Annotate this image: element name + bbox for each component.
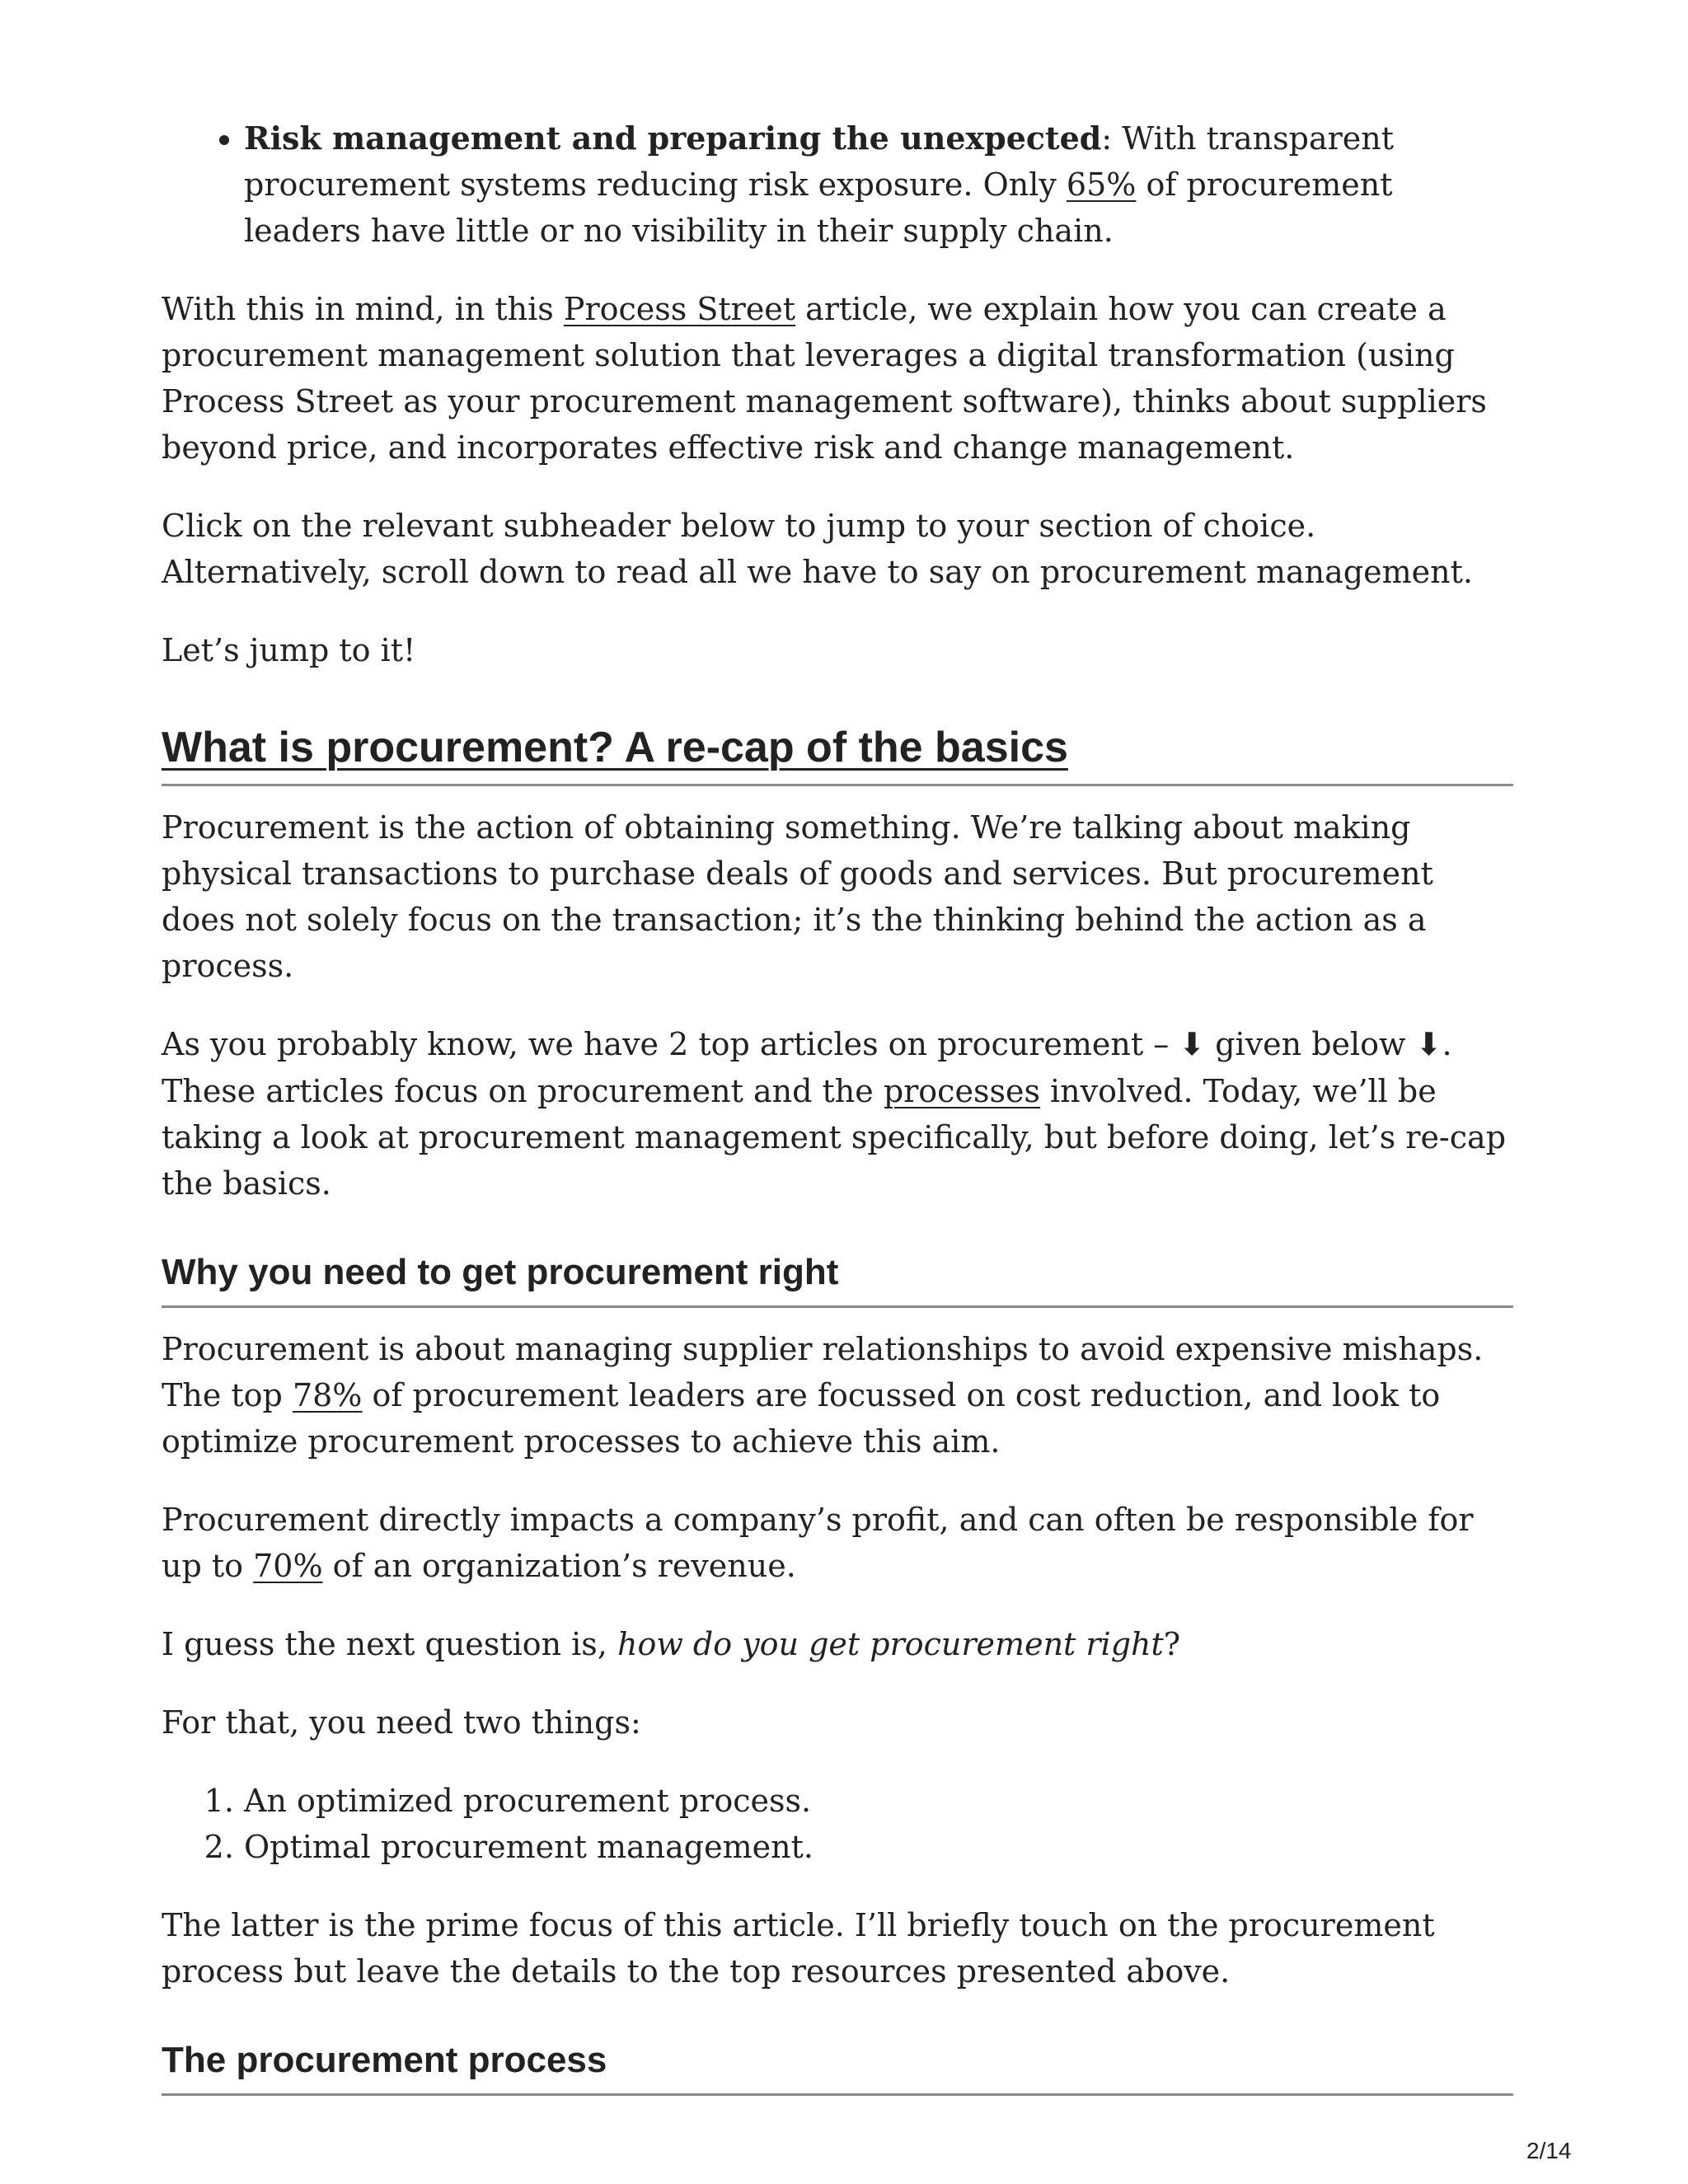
stat-link-65[interactable]: 65% [1066,166,1137,203]
list-item: 2. Optimal procurement management. [244,1824,1513,1870]
bullet-text: of procurement leaders have little or no visibility in their supply chain. [244,166,1393,249]
paragraph: The latter is the prime focus of this article. I’ll briefly touch on the procurement process but leave the details to the top resources presented above. [162,1907,1435,1990]
bullet-bold-lead: Risk management and preparing the unexpected [244,120,1102,157]
process-street-link[interactable]: Process Street [563,291,796,327]
paragraph: For that, you need two things: [162,1704,641,1741]
heading-why-get-procurement-right: Why you need to get procurement right [162,1249,1513,1308]
processes-link[interactable]: processes [883,1073,1040,1109]
heading-what-is-procurement-link[interactable]: What is procurement? A re-cap of the basics [162,724,1068,771]
list-item [244,115,1513,254]
paragraph: As you probably know, we have 2 top articles on procurement – ⬇ given below ⬇. These articles focus on procurement and the processes involved. Today, we’ll be taking a look at procurement management specifically, but before doing, let’s re-cap the basics. [162,1026,1507,1202]
down-arrow-icon: ⬇ [1415,1028,1442,1062]
intro-paragraph: With this in mind, in this Process Street article, we explain how you can create a procurement management solution that leverages a digital transformation (using Process Street as your procurement management software), thinks about suppliers beyond price, and incorporates effective risk and change management. [162,291,1487,466]
paragraph: Procurement directly impacts a company’s profit, and can often be responsible for up to 70% of an organization’s revenue. [162,1502,1474,1584]
numbered-list [162,1778,1513,1870]
emphasis-question: how do you get procurement right [617,1626,1164,1662]
jump-paragraph: Let’s jump to it! [162,632,416,668]
stat-link-78[interactable]: 78% [292,1377,363,1413]
heading-what-is-procurement [162,721,1513,786]
page-number: 2/14 [1526,2138,1572,2163]
bullet-text: : With transparent procurement systems reducing risk exposure. Only [244,120,1395,203]
paragraph: Procurement is about managing supplier relationships to avoid expensive mishaps. The top 78% of procurement leaders are focussed on cost reduction, and look to optimize procurement processes to achieve this aim. [162,1331,1484,1460]
paragraph: I guess the next question is, how do you get procurement right? [162,1626,1181,1662]
paragraph: Procurement is the action of obtaining something. We’re talking about making physical transactions to purchase deals of goods and services. But procurement does not solely focus on the transaction; it’s the thinking behind the action as a process. [162,809,1433,984]
down-arrow-icon: ⬇ [1179,1028,1206,1062]
list-item: 1. An optimized procurement process. [244,1778,1513,1824]
heading-procurement-process: The procurement process [162,2037,1513,2096]
stat-link-70[interactable]: 70% [253,1548,323,1584]
bullet-list [162,115,1513,254]
article-body [162,115,1513,2114]
click-instruction-paragraph: Click on the relevant subheader below to jump to your section of choice. Alternatively, scroll down to read all we have to say on procurement management. [162,508,1473,590]
